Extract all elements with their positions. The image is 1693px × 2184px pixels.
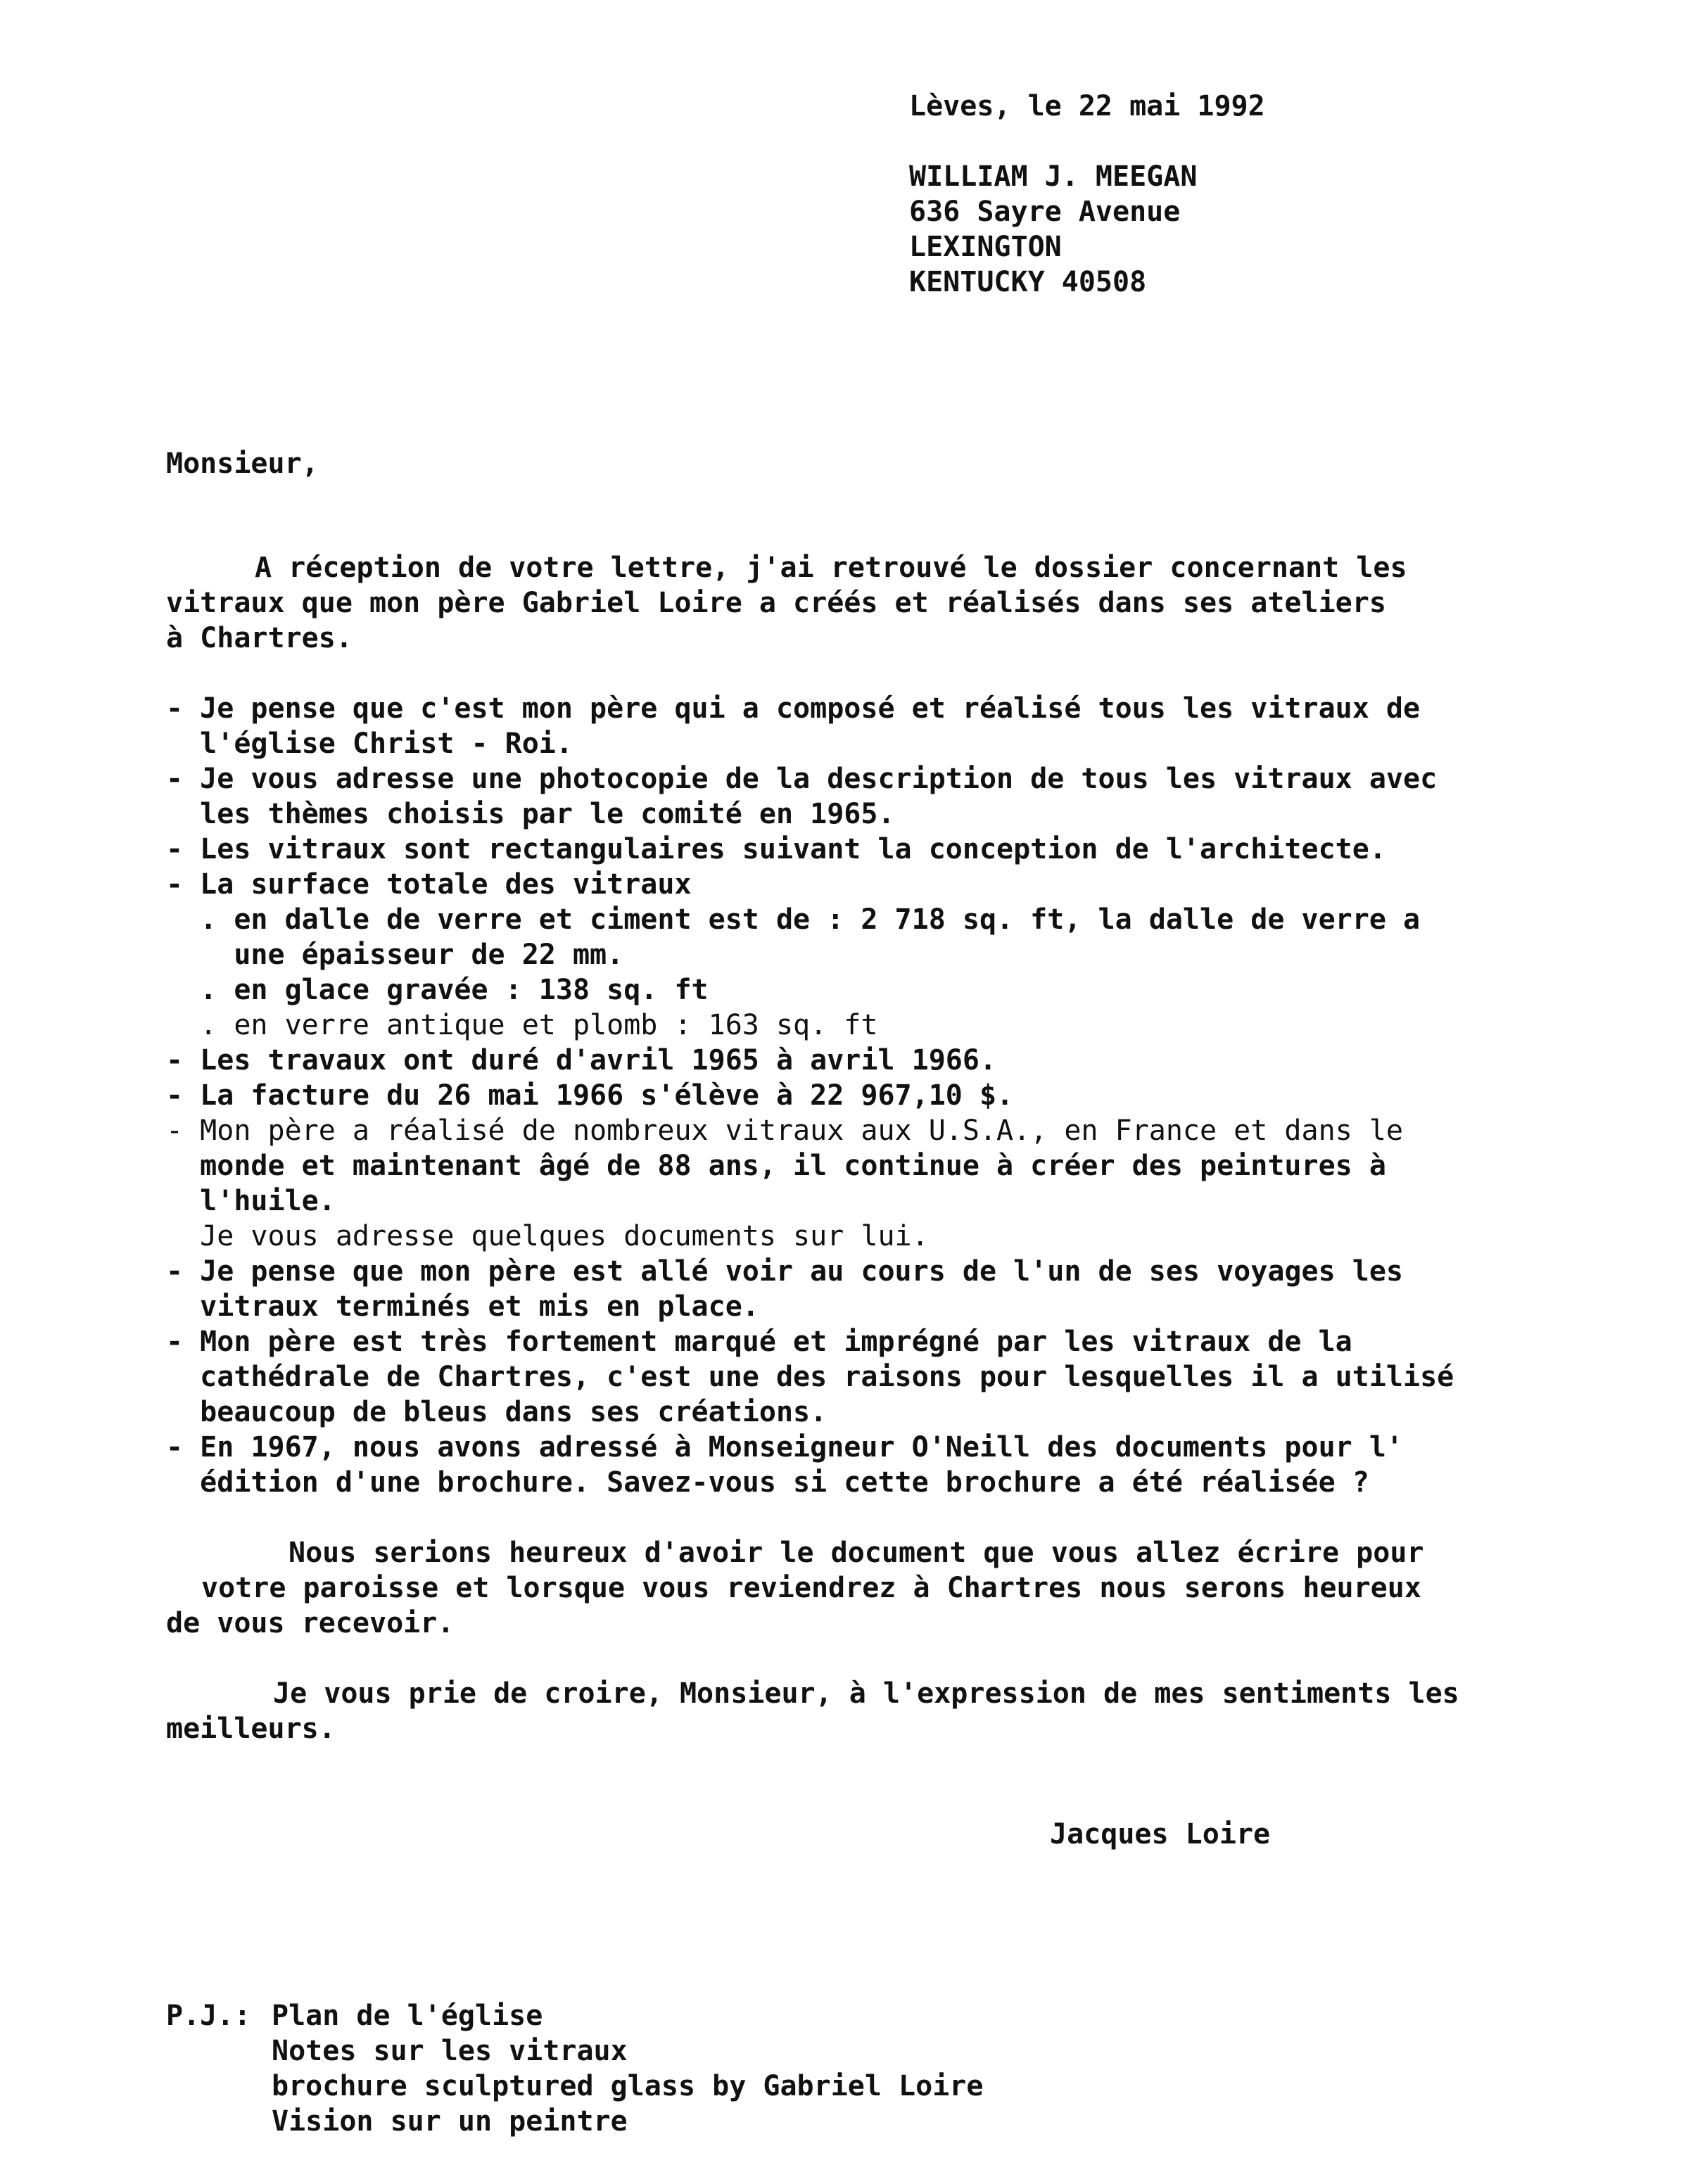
attachment-item: Plan de l'église	[272, 2000, 543, 2032]
bullet-line: l'église Christ - Roi.	[166, 728, 573, 760]
recipient-state-zip: KENTUCKY 40508	[909, 266, 1147, 298]
bullet-line: monde et maintenant âgé de 88 ans, il continue à créer des peintures à	[166, 1150, 1386, 1182]
bullet-line: - Mon père a réalisé de nombreux vitraux aux U.S.A., en France et dans le	[166, 1115, 1403, 1147]
intro-line: vitraux que mon père Gabriel Loire a créés et réalisés dans ses ateliers	[166, 587, 1386, 619]
bullet-line: - En 1967, nous avons adressé à Monseigneur O'Neill des documents pour l'	[166, 1431, 1403, 1464]
bullet-line: vitraux terminés et mis en place.	[166, 1290, 759, 1323]
closing-line: votre paroisse et lorsque vous reviendrez à Chartres nous serons heureux	[201, 1572, 1421, 1604]
bullet-line: . en dalle de verre et ciment est de : 2 718 sq. ft, la dalle de verre a	[166, 903, 1421, 936]
closing-line: Nous serions heureux d'avoir le document que vous allez écrire pour	[288, 1537, 1424, 1569]
bullet-line: - Mon père est très fortement marqué et imprégné par les vitraux de la	[166, 1326, 1352, 1358]
date-line: Lèves, le 22 mai 1992	[909, 90, 1265, 122]
signature: Jacques Loire	[1050, 1818, 1271, 1850]
bullet-line: . en verre antique et plomb : 163 sq. ft	[166, 1009, 878, 1041]
bullet-line: - Je vous adresse une photocopie de la description de tous les vitraux avec	[166, 763, 1438, 795]
politeness-line: Je vous prie de croire, Monsieur, à l'expression de mes sentiments les	[273, 1677, 1459, 1710]
bullet-line: - Les vitraux sont rectangulaires suivant la conception de l'architecte.	[166, 833, 1386, 865]
recipient-street: 636 Sayre Avenue	[909, 196, 1181, 228]
bullet-line: une épaisseur de 22 mm.	[166, 939, 624, 971]
closing-line: de vous recevoir.	[166, 1607, 455, 1639]
politeness-line: meilleurs.	[166, 1713, 336, 1745]
intro-line: A réception de votre lettre, j'ai retrouvé le dossier concernant les	[255, 552, 1407, 584]
bullet-line: - Je pense que mon père est allé voir au cours de l'un de ses voyages les	[166, 1255, 1403, 1288]
attachments-label: P.J.:	[166, 2000, 251, 2032]
bullet-line: l'huile.	[166, 1185, 336, 1217]
bullet-line: - Les travaux ont duré d'avril 1965 à avril 1966.	[166, 1044, 997, 1077]
attachment-item: Vision sur un peintre	[272, 2105, 628, 2138]
attachment-item: brochure sculptured glass by Gabriel Loire	[272, 2070, 984, 2102]
bullet-line: - La surface totale des vitraux	[166, 868, 692, 901]
recipient-city: LEXINGTON	[909, 231, 1062, 263]
recipient-name: WILLIAM J. MEEGAN	[909, 160, 1198, 193]
bullet-line: Je vous adresse quelques documents sur lui.	[166, 1220, 929, 1252]
bullet-line: les thèmes choisis par le comité en 1965.	[166, 798, 895, 830]
salutation: Monsieur,	[166, 447, 319, 480]
bullet-line: édition d'une brochure. Savez-vous si cette brochure a été réalisée ?	[166, 1466, 1369, 1499]
bullet-line: - Je pense que c'est mon père qui a composé et réalisé tous les vitraux de	[166, 692, 1421, 725]
bullet-line: - La facture du 26 mai 1966 s'élève à 22 967,10 $.	[166, 1079, 1014, 1112]
bullet-line: cathédrale de Chartres, c'est une des raisons pour lesquelles il a utilisé	[166, 1361, 1454, 1393]
bullet-line: beaucoup de bleus dans ses créations.	[166, 1396, 828, 1428]
attachment-item: Notes sur les vitraux	[272, 2035, 628, 2067]
bullet-line: . en glace gravée : 138 sq. ft	[166, 974, 709, 1006]
intro-line: à Chartres.	[166, 622, 353, 654]
